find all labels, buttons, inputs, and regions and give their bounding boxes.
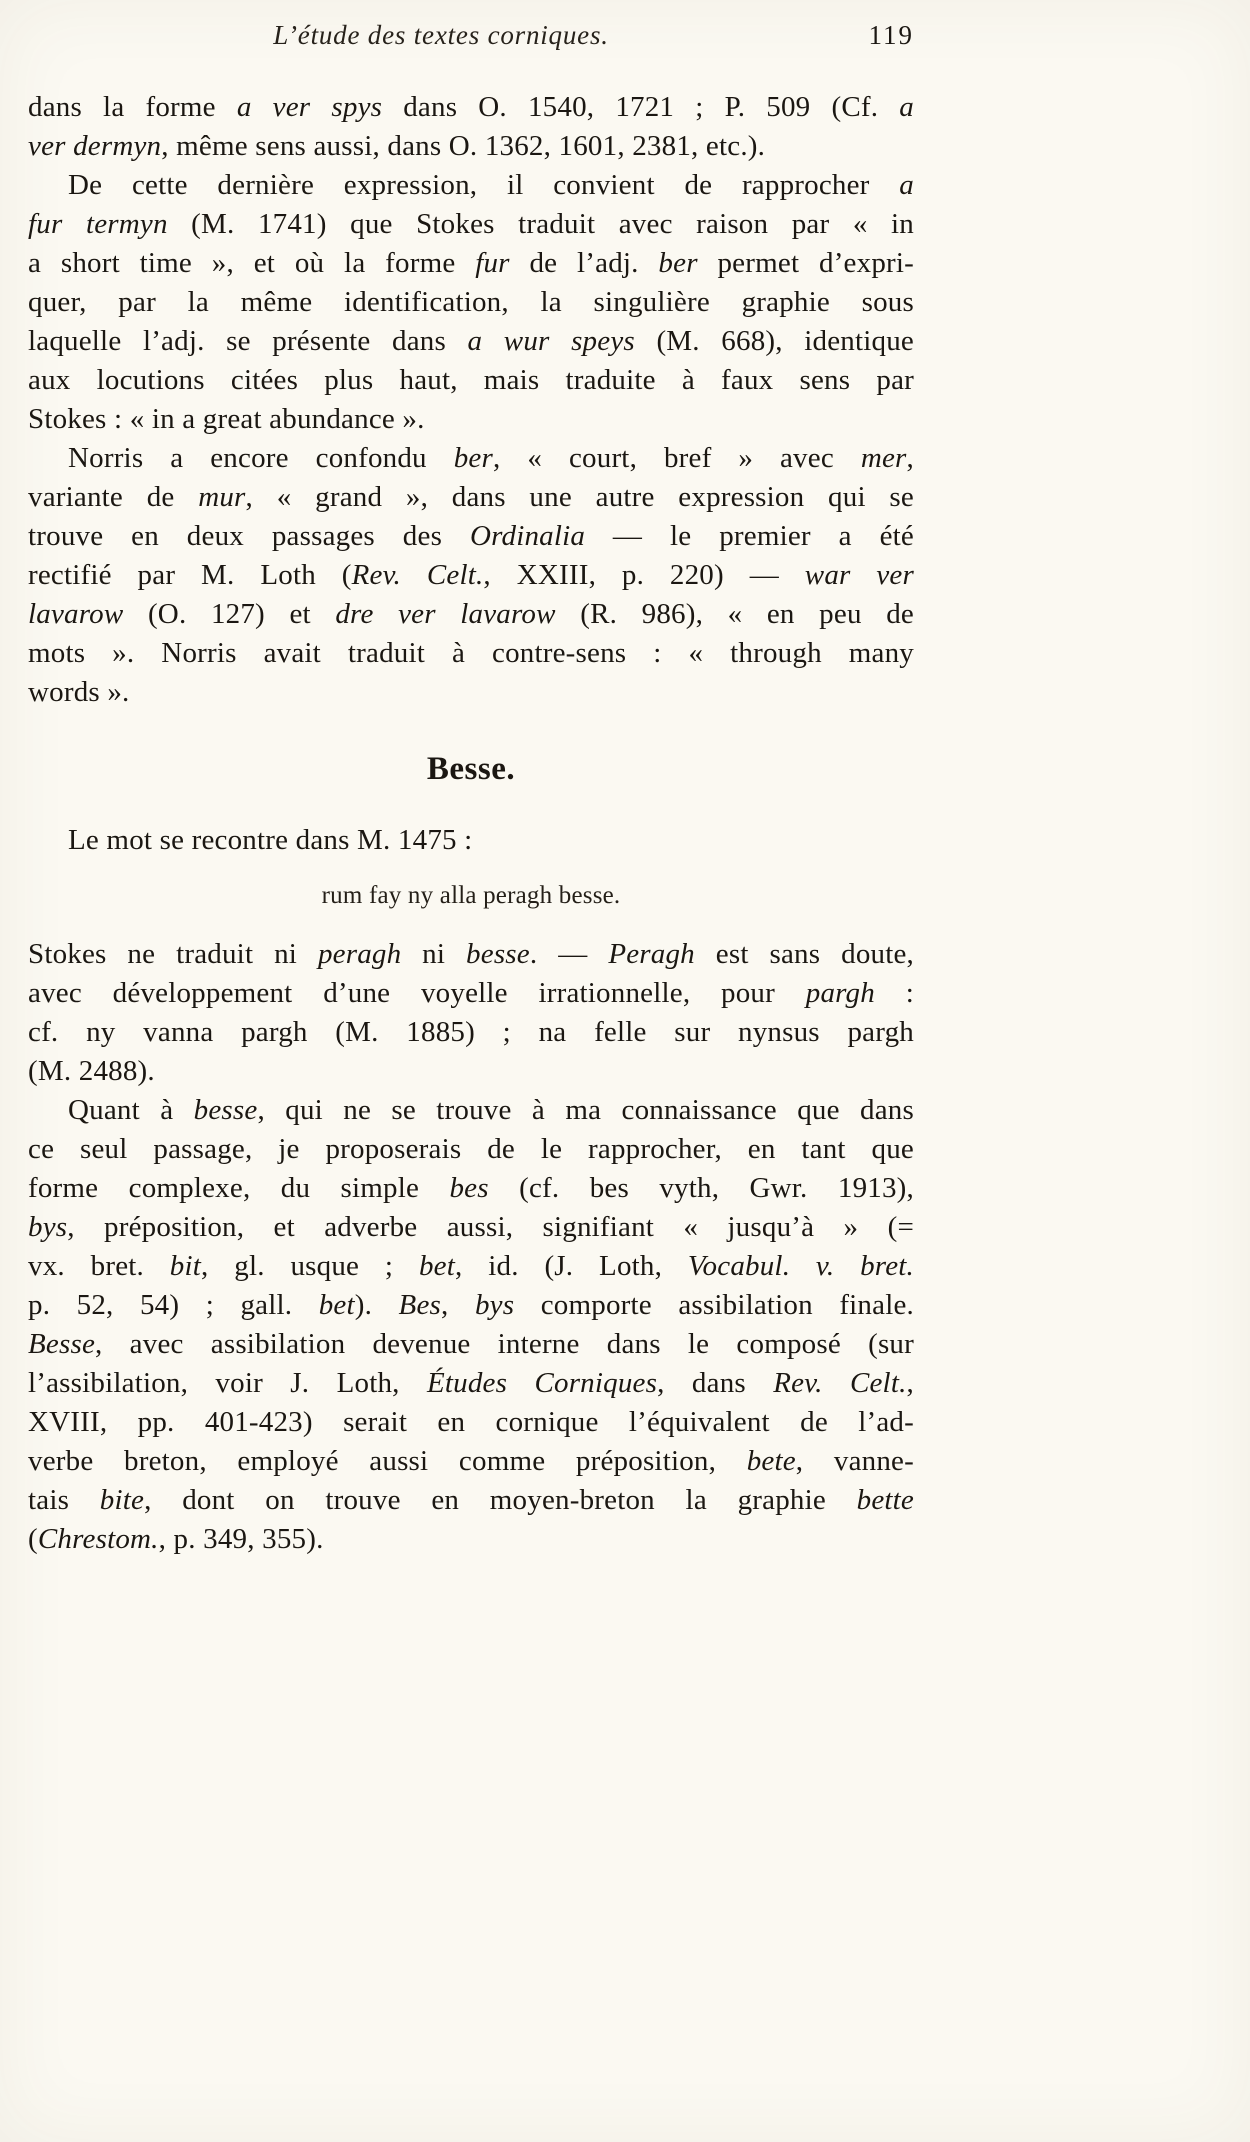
- text-segment: (R. 986), « en peu de: [555, 598, 914, 630]
- paragraph: [28, 88, 914, 166]
- text-segment: words ».: [28, 676, 130, 708]
- text-segment: vx. bret.: [28, 1250, 170, 1282]
- italic-segment: lavarow: [28, 598, 124, 630]
- running-head-title: L’étude des textes corniques.: [273, 20, 609, 50]
- text-segment: tais: [28, 1484, 100, 1516]
- text-line: [28, 634, 914, 673]
- text-line: [28, 439, 914, 478]
- text-segment: :: [874, 977, 914, 1009]
- text-segment: , gl. usque ;: [201, 1250, 419, 1282]
- text-segment: a short time », et où la forme: [28, 247, 476, 279]
- text-line: [28, 166, 914, 205]
- italic-segment: bite: [99, 1484, 145, 1516]
- text-line: [28, 1247, 914, 1286]
- text-segment: p. 52, 54) ; gall.: [28, 1289, 319, 1321]
- text-segment: , avec assibilation devenue interne dans le composé (sur: [95, 1328, 914, 1360]
- italic-segment: pargh: [805, 977, 875, 1009]
- text-segment: (O. 127) et: [123, 598, 336, 630]
- text-segment: cf. ny vanna pargh (M. 1885) ; na felle sur nynsus pargh: [28, 1016, 914, 1048]
- text-segment: (M. 668), identique: [634, 325, 914, 357]
- text-segment: Stokes : « in a great abundance ».: [28, 403, 425, 435]
- text-segment: variante de: [28, 481, 199, 513]
- text-segment: Quant à: [68, 1094, 194, 1126]
- italic-segment: Ordinalia: [469, 520, 586, 552]
- italic-segment: Vocabul. v. bret.: [687, 1250, 914, 1282]
- document-body: [28, 88, 914, 1559]
- text-segment: de l’adj.: [509, 247, 659, 279]
- italic-segment: ver dermyn: [28, 130, 162, 162]
- paragraph: [28, 935, 914, 1091]
- text-segment: , « court, bref » avec: [492, 442, 861, 474]
- text-segment: ,: [906, 1367, 914, 1399]
- text-segment: ce seul passage, je proposerais de le rapprocher, en tant que: [28, 1133, 914, 1165]
- text-segment: Stokes ne traduit ni: [28, 938, 318, 970]
- italic-segment: Rev. Celt.: [773, 1367, 907, 1399]
- italic-segment: a wur speys: [467, 325, 635, 357]
- text-segment: dans O. 1540, 1721 ; P. 509 (Cf.: [382, 91, 900, 123]
- text-segment: . —: [529, 938, 609, 970]
- italic-segment: Rev. Celt.: [351, 559, 484, 591]
- text-segment: , XXIII, p. 220) —: [483, 559, 805, 591]
- italic-segment: ber: [453, 442, 493, 474]
- text-segment: mots ». Norris avait traduit à contre-sens : « through many: [28, 637, 914, 669]
- italic-segment: a: [899, 169, 914, 201]
- section-heading: Besse.: [426, 751, 516, 787]
- italic-segment: besse: [466, 938, 530, 970]
- italic-segment: Études Corniques: [426, 1367, 658, 1399]
- text-segment: l’assibilation, voir J. Loth,: [28, 1367, 427, 1399]
- text-line: [28, 1520, 914, 1559]
- text-segment: ).: [354, 1289, 399, 1321]
- text-segment: — le premier a été: [585, 520, 915, 552]
- text-segment: , « grand », dans une autre expression qui se: [245, 481, 914, 513]
- italic-segment: Peragh: [608, 938, 695, 970]
- italic-segment: war ver: [804, 559, 914, 591]
- page-number: 119: [868, 20, 914, 50]
- text-segment: dans la forme: [28, 91, 237, 123]
- text-segment: (: [28, 1523, 38, 1555]
- italic-segment: ber: [658, 247, 698, 279]
- italic-segment: bete: [746, 1445, 796, 1477]
- text-segment: , dans: [657, 1367, 774, 1399]
- text-segment: verbe breton, employé aussi comme préposition,: [28, 1445, 747, 1477]
- text-line: [28, 1208, 914, 1247]
- text-segment: , dont on trouve en moyen-breton la graphie: [144, 1484, 857, 1516]
- text-segment: aux locutions citées plus haut, mais traduite à faux sens par: [28, 364, 914, 396]
- text-segment: est sans doute,: [694, 938, 914, 970]
- text-line: [28, 1286, 914, 1325]
- paragraph: [28, 439, 914, 712]
- text-segment: quer, par la même identification, la singulière graphie sous: [28, 286, 914, 318]
- running-header: [28, 20, 914, 62]
- text-segment: avec développement d’une voyelle irrationnelle, pour: [28, 977, 806, 1009]
- text-line: [28, 322, 914, 361]
- text-segment: comporte assibilation finale.: [514, 1289, 914, 1321]
- text-segment: , p. 349, 355).: [158, 1523, 324, 1555]
- text-segment: , préposition, et adverbe aussi, signifiant « jusqu’à » (=: [67, 1211, 914, 1243]
- text-segment: permet d’expri-: [697, 247, 914, 279]
- italic-segment: bit: [169, 1250, 201, 1282]
- italic-segment: peragh: [317, 938, 402, 970]
- text-line: [28, 821, 914, 860]
- text-line: [28, 244, 914, 283]
- text-line: [28, 1130, 914, 1169]
- italic-segment: bet: [418, 1250, 455, 1282]
- italic-segment: mer: [860, 442, 907, 474]
- italic-segment: bes: [449, 1172, 489, 1204]
- text-segment: , id. (J. Loth,: [455, 1250, 688, 1282]
- text-line: [28, 1364, 914, 1403]
- text-segment: , même sens aussi, dans O. 1362, 1601, 2381, etc.).: [161, 130, 766, 162]
- text-line: [28, 1052, 914, 1091]
- text-line: [28, 400, 914, 439]
- italic-segment: fur termyn: [28, 208, 168, 240]
- text-segment: , vanne-: [795, 1445, 914, 1477]
- text-segment: (M. 2488).: [28, 1055, 155, 1087]
- text-line: [28, 517, 914, 556]
- italic-segment: mur: [198, 481, 246, 513]
- text-line: [28, 1013, 914, 1052]
- italic-segment: besse: [193, 1094, 258, 1126]
- text-segment: (cf. bes vyth, Gwr. 1913),: [488, 1172, 914, 1204]
- italic-segment: bet: [318, 1289, 355, 1321]
- text-segment: forme complexe, du simple: [28, 1172, 450, 1204]
- italic-segment: Chrestom.: [37, 1523, 159, 1555]
- text-line: [28, 556, 914, 595]
- text-line: [28, 205, 914, 244]
- text-segment: XVIII, pp. 401-423) serait en cornique l’équivalent de l’ad-: [28, 1406, 914, 1438]
- paragraph: [28, 166, 914, 439]
- italic-segment: bys: [28, 1211, 68, 1243]
- italic-segment: a: [899, 91, 914, 123]
- text-line: [28, 283, 914, 322]
- text-line: [28, 1442, 914, 1481]
- text-line: [28, 1169, 914, 1208]
- italic-segment: a ver spys: [236, 91, 383, 123]
- paragraph: [28, 821, 914, 860]
- text-segment: ,: [441, 1289, 475, 1321]
- italic-segment: fur: [475, 247, 510, 279]
- text-segment: (M. 1741) que Stokes traduit avec raison par « in: [167, 208, 914, 240]
- text-line: [28, 88, 914, 127]
- text-line: [28, 1325, 914, 1364]
- text-line: [28, 1403, 914, 1442]
- text-line: [28, 478, 914, 517]
- text-segment: ,: [906, 442, 914, 474]
- text-line: [28, 595, 914, 634]
- text-line: [28, 935, 914, 974]
- text-line: [28, 1091, 914, 1130]
- italic-segment: dre ver lavarow: [335, 598, 556, 630]
- italic-segment: bys: [474, 1289, 515, 1321]
- text-line: [28, 974, 914, 1013]
- text-line: [28, 673, 914, 712]
- text-segment: , qui ne se trouve à ma connaissance que dans: [257, 1094, 914, 1126]
- text-line: [28, 1481, 914, 1520]
- text-segment: De cette dernière expression, il convient de rapprocher: [68, 169, 900, 201]
- text-line: [28, 127, 914, 166]
- text-segment: laquelle l’adj. se présente dans: [28, 325, 468, 357]
- paragraph: [28, 1091, 914, 1559]
- text-line: [28, 361, 914, 400]
- text-segment: trouve en deux passages des: [28, 520, 470, 552]
- text-segment: rectifié par M. Loth (: [28, 559, 352, 591]
- italic-segment: Bes: [398, 1289, 442, 1321]
- text-segment: Le mot se recontre dans M. 1475 :: [68, 824, 473, 856]
- text-segment: Norris a encore confondu: [68, 442, 454, 474]
- italic-segment: Besse: [28, 1328, 96, 1360]
- italic-segment: bette: [856, 1484, 914, 1516]
- text-segment: ni: [401, 938, 467, 970]
- verse-line: rum fay ny alla peragh besse.: [321, 882, 621, 909]
